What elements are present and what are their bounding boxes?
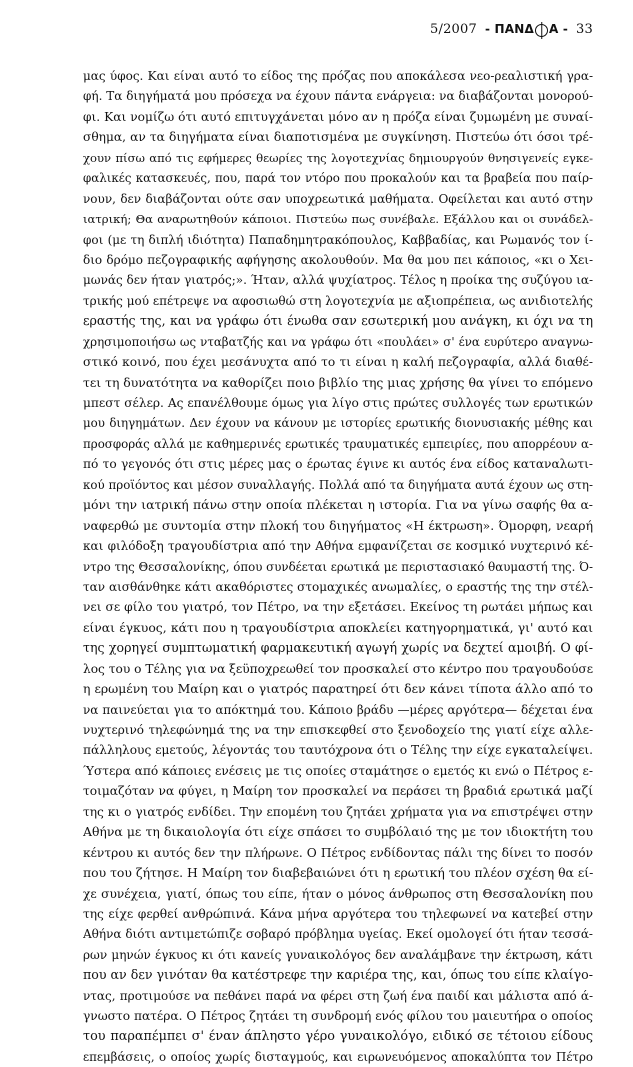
- text-line: της χορηγεί συμπτωματική φαρμακευτική αγωγή χωρίς να δεχτεί αμοιβή. Ο φί-: [83, 640, 593, 656]
- text-line: χουν πίσω από τις εφήμερες θεωρίες της λογοτεχνίας δημιουργούν θνησιγενείς εγκε-: [83, 150, 593, 165]
- text-line: ρων μηνών έγκυος κι ότι κανείς γυναικολόγος δεν αναλάμβανε την έκτρωση, κάτι: [83, 947, 593, 962]
- journal-title-suffix: Α -: [549, 22, 569, 36]
- text-line: να παινεύεται για το απόκτημά του. Κάποιο βράδυ —μέρες αργότερα— δέχεται ένα: [83, 702, 593, 717]
- text-line: τοιμαζόταν να φύγει, η Μαίρη τον προσκαλεί να περάσει τη βραδιά ερωτικά μαζί: [83, 784, 593, 799]
- text-line: κέντρου κι αυτός δεν την πλήρωνε. Ο Πέτρος ενδίδοντας πάλι της δίνει το ποσόν: [83, 845, 593, 860]
- text-line: της είχε φερθεί ανθρώπινά. Κάνα μήνα αργότερα του τηλεφωνεί να κατεβεί στην: [83, 906, 593, 921]
- text-line: της κι ο γιατρός ενδίδει. Την επομένη του ζητάει χρήματα για να επιστρέψει στην: [83, 804, 593, 819]
- text-line: και φιλόδοξη τραγουδίστρια από την Αθήνα εμφανίζεται σε κοσμικό νυχτερινό κέ-: [83, 539, 593, 554]
- issue-number: 5/2007: [430, 22, 477, 37]
- journal-title-prefix: - ΠΑΝΔ: [484, 22, 534, 36]
- text-line: διο δρόμο πεζογραφικής αφήγησης ακολουθούν. Μα θα μου πει κάποιος, «κι ο Χει-: [83, 252, 593, 267]
- text-line: φι. Και νομίζω ότι αυτό επιτυγχάνεται μόνο αν η πρόζα είναι ζυμωμένη με συναί-: [83, 109, 593, 124]
- text-line: χε συνέχεια, γιατί, όπως του είπε, ήταν ο μόνος άνθρωπος στη Θεσσαλονίκη που: [83, 886, 593, 901]
- text-line: που αν δεν γινόταν θα κατέστρεφε την καριέρα της, και, όπως του είπε κλαίγο-: [83, 967, 593, 983]
- journal-logo-icon: [535, 24, 548, 37]
- text-line: κού προϊόντος και μέσον συναλλαγής. Πολλά από τα διηγήματα αυτά έχουν ως στη-: [83, 477, 593, 492]
- page-number: 33: [576, 22, 593, 37]
- text-line: τρικής μού επέτρεψε να αφοσιωθώ στη λογοτεχνία με αξιοπρέπεια, ως ανιδιοτελής: [83, 293, 593, 308]
- text-line: Αθήνα διότι αντιμετώπιζε σοβαρό πρόβλημα υγείας. Εκεί ομολογεί ότι ήταν τεσσά-: [83, 927, 593, 942]
- text-line: τει τη δυνατότητα να καθορίζει ποιο βιβλίο της μιας χρήσης θα γίνει το επόμενο: [83, 374, 593, 390]
- text-line: μου διηγημάτων. Δεν έχουν να κάνουν με ιστορίες ερωτικής διονυσιακής μέθης και: [83, 416, 593, 431]
- text-line: μόνι την ιατρική πάνω στην οποία πλέκεται η ιστορία. Για να γίνω σαφής θα α-: [83, 497, 593, 513]
- text-line: σθημα, αν τα διηγήματα είναι διαποτισμένα με συγκίνηση. Πιστεύω ότι όσοι τρέ-: [83, 130, 593, 145]
- text-line: φαλικές κατασκευές, που, παρά τον ντόρο που προκαλούν και τα βραβεία που παίρ-: [83, 171, 593, 186]
- text-line: νουν, δεν διαβάζονται ούτε σαν υποχρεωτικά μαθήματα. Οφείλεται και αυτό στην: [83, 191, 593, 206]
- text-line: Ύστερα από κάποιες ενέσεις με τις οποίες σταμάτησε ο εμετός κι ενώ ο Πέτρος ε-: [83, 763, 593, 778]
- text-line: που του ζήτησε. Η Μαίρη τον διαβεβαιώνει ότι η ερωτική του πλέον σχέση θα εί-: [83, 865, 593, 881]
- journal-title: [485, 22, 568, 36]
- text-line: φή. Τα διηγήματά μου πρόσεχα να έχουν πάντα ενάργεια: να διαβάζονται μονορού-: [83, 89, 593, 104]
- text-line: ιατρική; Θα αναρωτηθούν κάποιοι. Πιστεύω πως συνέβαλε. Εξάλλου και οι συνάδελ-: [83, 212, 593, 227]
- text-line: φοι (με τη διπλή ιδιότητα) Παπαδημητρακόπουλος, Καββαδίας, και Ρωμανός τον ί-: [83, 232, 593, 247]
- text-line: ναφερθώ με συντομία στην πλοκή του διηγήματος «Η έκτρωση». Όμορφη, νεαρή: [83, 517, 593, 533]
- text-line: χρησιμοποιήσω ως νταβατζής και να γράφω ότι «πουλάει» σ' ένα ευρύτερο αναγνω-: [83, 334, 593, 349]
- text-line: πό το γεγονός ότι στις μέρες μας ο έρωτας έγινε κι αυτός ένα είδος καταναλωτι-: [83, 457, 593, 472]
- text-line: γνωστο πατέρα. Ο Πέτρος ζητάει τη συνδρομή ενός φίλου του μαιευτήρα ο οποίος: [83, 1009, 593, 1024]
- text-line: μπεστ σέλερ. Ας επανέλθουμε όμως για λίγο στις πρώτες συλλογές των ερωτικών: [83, 396, 593, 410]
- text-line: είναι έγκυος, κάτι που η τραγουδίστρια αποκλείει κατηγορηματικά, γι' αυτό και: [83, 619, 593, 635]
- body-text: [83, 66, 593, 1067]
- text-line: ντας, προτιμούσε να πεθάνει παρά να φέρει στη ζωή ένα παιδί και μάλιστα από ά-: [83, 988, 593, 1003]
- text-line: Αθήνα με τη δικαιολογία ότι είχε σπάσει το συμβόλαιό της με τον ιδιοκτήτη του: [83, 824, 593, 840]
- text-line: νυχτερινό τηλεφώνημά της να την επισκεφθεί στο ξενοδοχείο της γιατί είχε αλλε-: [83, 723, 593, 737]
- running-header: [430, 22, 593, 37]
- text-line: λος του ο Τέλης για να ξεϋποχρεωθεί τον προσκαλεί στο κέντρο που τραγουδούσε: [83, 661, 593, 676]
- text-line: εραστής της, και να γράφω ότι ένωθα σαν εσωτερική μου ανάγκη, κι όχι να τη: [83, 313, 593, 329]
- text-line: ταν αισθάνθηκε κάτι ακαθόριστες στομαχικές ανωμαλίες, ο εραστής της την στέλ-: [83, 579, 593, 594]
- text-line: η ερωμένη του Μαίρη και ο γιατρός παρατηρεί ότι δεν κάνει τίποτα άλλο από το: [83, 681, 593, 697]
- text-line: πάλληλους εμετούς, λέγοντάς του ταυτόχρονα ότι ο Τέλης την είχε εγκαταλείψει.: [83, 743, 593, 758]
- text-line: νει σε φίλο του γιατρό, τον Πέτρο, να την εξετάσει. Εκείνος τη ρωτάει μήπως και: [83, 600, 593, 615]
- text-line: προσφοράς αλλά με καθημερινές ερωτικές τραυματικές εμπειρίες, που απορρέουν α-: [83, 436, 593, 451]
- text-line: μας ύφος. Και είναι αυτό το είδος της πρόζας που αποκάλεσα νεο-ρεαλιστική γρα-: [83, 69, 593, 83]
- text-line: του παραπέμπει σ' έναν άπληστο γέρο γυναικολόγο, ειδικό σε τέτοιου είδους: [83, 1028, 593, 1044]
- text-line: μωνάς δεν ήταν γιατρός;». Ήταν, αλλά ψυχίατρος. Τέλος η προίκα της συζύγου ια-: [83, 273, 593, 288]
- text-line: επεμβάσεις, ο οποίος χωρίς δισταγμούς, και ειρωνευόμενος αποκαλύπτα τον Πέτρο: [83, 1050, 593, 1064]
- text-line: στικό κοινό, που έχει μεσάνυχτα από το τι είναι η καλή πεζογραφία, αλλά διαθέ-: [83, 355, 593, 370]
- text-line: ντρο της Θεσσαλονίκης, όπου συνδέεται ερωτικά με περιστασιακό θαυμαστή της. Ό-: [83, 559, 593, 574]
